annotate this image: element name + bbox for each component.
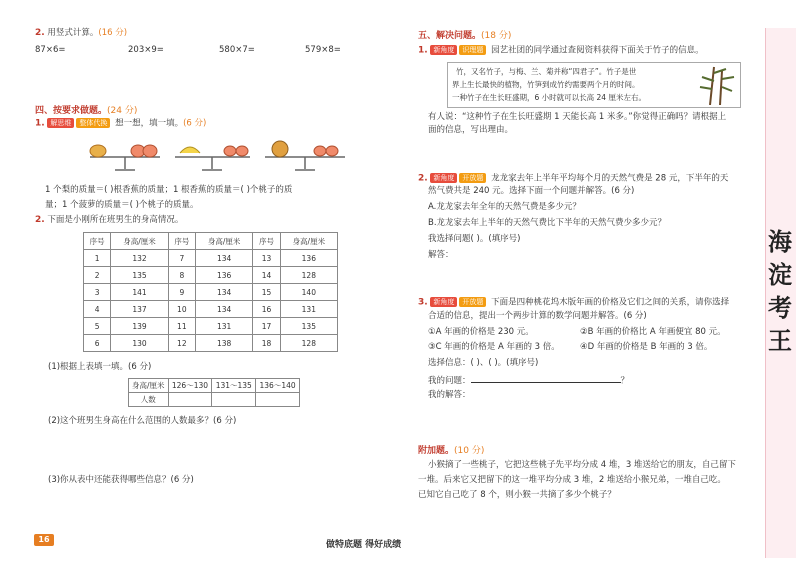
table-cell: 3 xyxy=(84,284,111,301)
table-cell: 4 xyxy=(84,301,111,318)
table-cell: 130 xyxy=(111,335,168,352)
r-q3-answer-label: 我的解答： xyxy=(428,390,471,400)
question-answer-line[interactable] xyxy=(471,374,621,383)
table-row xyxy=(84,335,338,352)
compute-item: 580×7= xyxy=(219,45,255,55)
table-cell: 128 xyxy=(280,267,337,284)
range-header: 身高/厘米 xyxy=(129,379,169,393)
table-cell: 135 xyxy=(111,267,168,284)
range-count-cell[interactable] xyxy=(256,393,300,407)
table-cell: 137 xyxy=(111,301,168,318)
side-char: 王 xyxy=(768,326,792,355)
table-header: 身高/厘米 xyxy=(280,233,337,250)
r-q1-question-line1: 有人说：“这种竹子在生长旺盛期 1 天能长高 1 米多。”你觉得正确吗？请根据上 xyxy=(428,112,727,122)
table-cell: 18 xyxy=(253,335,280,352)
table-cell: 12 xyxy=(168,335,195,352)
r-q1-heading: 1. 新角度 识理题 园艺社团的同学通过查阅资料获得下面关于竹子的信息。 xyxy=(418,45,704,56)
r-q2-line2: 然气费共是 240 元。选择下面一个问题并解答。(6 分) xyxy=(428,186,635,196)
tag-badge: 整体代换 xyxy=(76,118,110,128)
table-cell: 140 xyxy=(280,284,337,301)
page-number: 16 xyxy=(38,535,50,544)
section5-title: 五、解决问题。(18 分) xyxy=(418,31,512,41)
table-row xyxy=(84,318,338,335)
tag-badge: 新角度 xyxy=(430,45,457,55)
sub2-heading: (2)这个班男生身高在什么范围的人数最多？(6 分) xyxy=(48,416,237,426)
table-cell: 11 xyxy=(168,318,195,335)
scale-banana-peach xyxy=(175,146,250,170)
r-q3-info-1: ①A 年画的价格是 230 元。 xyxy=(428,327,534,337)
r-q2-option-b: B.龙龙家去年上半年的天然气费比下半年的天然气费少多少元？ xyxy=(428,218,667,228)
range-count-cell[interactable] xyxy=(168,393,212,407)
height-range-table xyxy=(128,378,300,407)
q2-compute-heading: 2. 用竖式计算。(16 分) xyxy=(35,28,128,38)
r-q1-question-line2: 面的信息，写出理由。 xyxy=(428,125,514,135)
table-row xyxy=(84,267,338,284)
table-cell: 131 xyxy=(196,318,253,335)
footer-slogan: 做特底题 得好成绩 xyxy=(326,540,402,550)
r-q3-select: 选择信息：( )、( )。(填序号) xyxy=(428,358,539,368)
range-count-cell[interactable] xyxy=(212,393,256,407)
tag-badge: 新角度 xyxy=(430,173,457,183)
table-cell: 10 xyxy=(168,301,195,318)
table-header: 序号 xyxy=(253,233,280,250)
table-cell: 6 xyxy=(84,335,111,352)
table-row xyxy=(84,284,338,301)
bonus-line2: 一堆。后来它又把留下的这一堆平均分成 3 堆，2 堆送给小猴兄弟，一堆自己吃。 xyxy=(418,475,726,485)
table-cell: 8 xyxy=(168,267,195,284)
range-header: 136～140 xyxy=(256,379,300,393)
r-q2-answer-label: 解答： xyxy=(428,250,454,260)
range-header: 131～135 xyxy=(212,379,256,393)
compute-item: 203×9= xyxy=(128,45,164,55)
table-header: 序号 xyxy=(168,233,195,250)
table-header: 身高/厘米 xyxy=(111,233,168,250)
sub1-heading: (1)根据上表填一填。(6 分) xyxy=(48,362,152,372)
sub3-heading: (3)你从表中还能获得哪些信息？(6 分) xyxy=(48,475,194,485)
balance-scales-illustration xyxy=(80,133,350,173)
r-q2-option-a: A.龙龙家去年全年的天然气费是多少元？ xyxy=(428,202,581,212)
section4-title: 四、按要求做题。(24 分) xyxy=(35,106,138,116)
side-char: 海 xyxy=(768,227,792,256)
r-q3-heading: 3. 新角度 开放题 下面是四种桃花坞木版年画的价格及它们之间的关系，请你选择 xyxy=(418,297,730,308)
r-q2-heading: 2. 新角度 开放题 龙龙家去年上半年平均每个月的天然气费是 28 元，下半年的天 xyxy=(418,173,729,184)
scale-pear-banana xyxy=(90,145,160,170)
bamboo-picture xyxy=(696,65,736,105)
table-cell: 132 xyxy=(111,250,168,267)
table-cell: 128 xyxy=(280,335,337,352)
table-cell: 131 xyxy=(280,301,337,318)
q1-heading: 1. 解思维 整体代换 想一想，填一填。(6 分) xyxy=(35,118,207,129)
range-header: 126～130 xyxy=(168,379,212,393)
compute-item: 579×8= xyxy=(305,45,341,55)
table-row xyxy=(84,301,338,318)
scale-pineapple-peach xyxy=(265,141,345,170)
q2-height-heading: 2. 下面是小刚所在班男生的身高情况。 xyxy=(35,215,184,225)
table-cell: 136 xyxy=(196,267,253,284)
table-cell: 1 xyxy=(84,250,111,267)
table-cell: 138 xyxy=(196,335,253,352)
r-q3-info-2: ②B 年画的价格比 A 年画便宜 80 元。 xyxy=(580,327,726,337)
table-cell: 135 xyxy=(280,318,337,335)
tag-badge: 新角度 xyxy=(430,297,457,307)
q1-fill-line2: 量；1 个菠萝的质量＝( )个桃子的质量。 xyxy=(45,200,199,210)
table-cell: 7 xyxy=(168,250,195,267)
r-q3-info-3: ③C 年画的价格是 A 年画的 3 倍。 xyxy=(428,342,560,352)
bamboo-info-box: 竹，又名竹子，与梅、兰、菊并称“四君子”。竹子是世 界上生长最快的植物，竹笋到成竹约需要两个月的时间。 一种竹子在生长旺盛期，6 小时就可以长高 24 厘米左右。 xyxy=(447,62,741,108)
q1-fill-line1: 1 个梨的质量＝( )根香蕉的质量；1 根香蕉的质量＝( )个桃子的质 xyxy=(45,185,293,195)
page-number-badge xyxy=(34,534,54,546)
table-cell: 134 xyxy=(196,250,253,267)
range-row-label: 人数 xyxy=(129,393,169,407)
r-q3-line2: 合适的信息，提出一个两步计算的数学问题并解答。(6 分) xyxy=(428,311,647,321)
table-cell: 139 xyxy=(111,318,168,335)
table-cell: 2 xyxy=(84,267,111,284)
tag-badge: 解思维 xyxy=(47,118,74,128)
height-table xyxy=(83,232,338,352)
r-q3-question-label: 我的问题： ？ xyxy=(428,376,630,386)
side-char: 淀 xyxy=(768,260,792,289)
table-cell: 9 xyxy=(168,284,195,301)
bonus-line1: 小猴摘了一些桃子，它把这些桃子先平均分成 4 堆，3 堆送给它的朋友，自己留下 xyxy=(428,460,736,470)
table-cell: 136 xyxy=(280,250,337,267)
r-q2-select: 我选择问题( )。(填序号) xyxy=(428,234,521,244)
table-cell: 134 xyxy=(196,284,253,301)
table-cell: 5 xyxy=(84,318,111,335)
height-table-body xyxy=(84,250,338,352)
tag-badge: 开放题 xyxy=(459,173,486,183)
r-q3-info-4: ④D 年画的价格是 B 年画的 3 倍。 xyxy=(580,342,713,352)
table-header: 序号 xyxy=(84,233,111,250)
table-cell: 15 xyxy=(253,284,280,301)
tag-badge: 开放题 xyxy=(459,297,486,307)
table-row xyxy=(84,250,338,267)
compute-item: 87×6= xyxy=(35,45,66,55)
table-cell: 14 xyxy=(253,267,280,284)
bonus-title: 附加题。(10 分) xyxy=(418,446,485,456)
tag-badge: 识理题 xyxy=(459,45,486,55)
table-cell: 141 xyxy=(111,284,168,301)
table-cell: 13 xyxy=(253,250,280,267)
bonus-line3: 已知它自己吃了 8 个，则小猴一共摘了多少个桃子？ xyxy=(418,490,616,500)
table-cell: 16 xyxy=(253,301,280,318)
table-cell: 17 xyxy=(253,318,280,335)
table-header: 身高/厘米 xyxy=(196,233,253,250)
side-char: 考 xyxy=(768,293,792,322)
table-cell: 134 xyxy=(196,301,253,318)
